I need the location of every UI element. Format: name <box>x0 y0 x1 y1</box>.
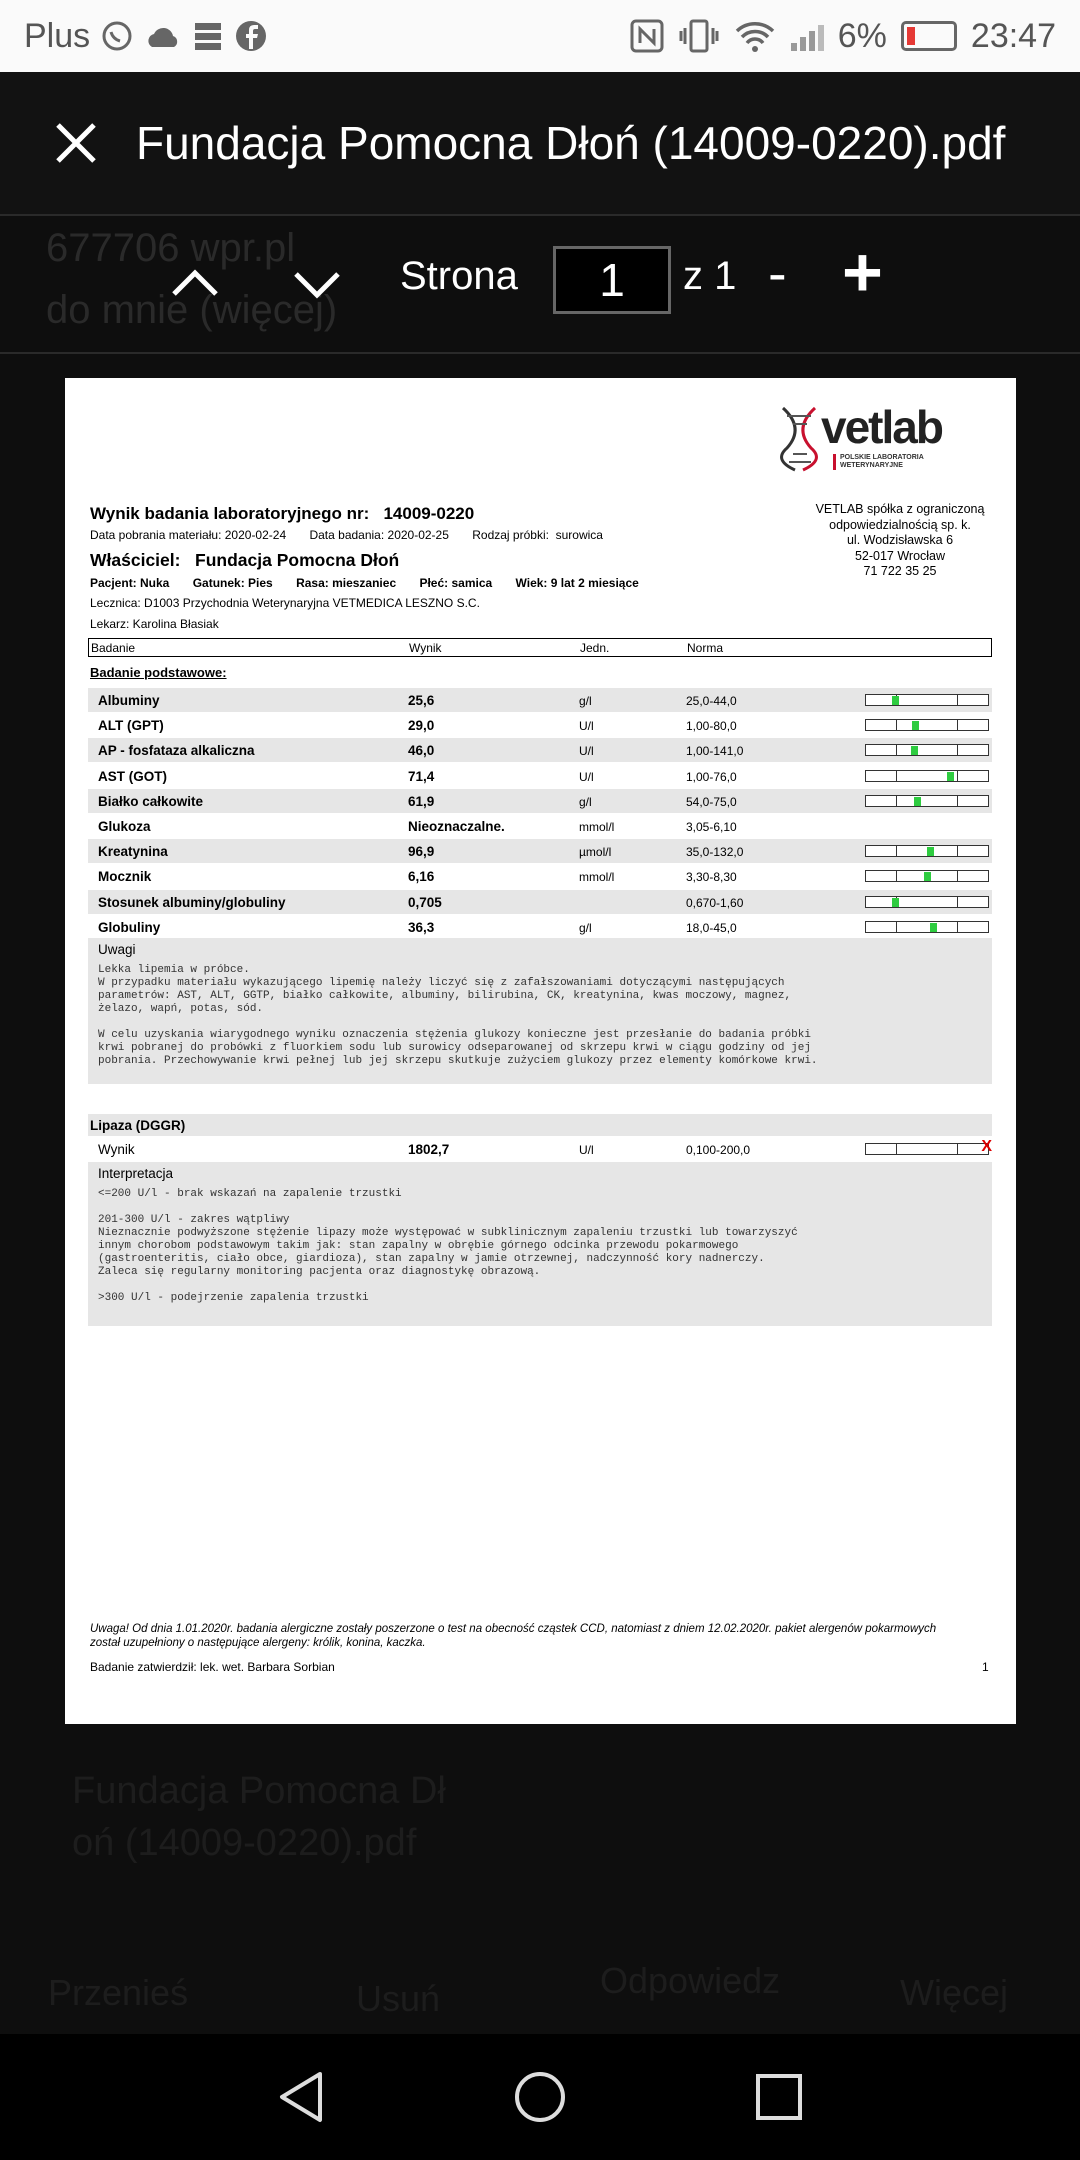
result-unit: U/l <box>579 744 594 759</box>
range-bar <box>865 744 989 756</box>
result-norm: 0,670-1,60 <box>686 895 744 910</box>
result-norm: 54,0-75,0 <box>686 794 737 809</box>
range-bar <box>865 719 989 731</box>
result-row <box>88 915 992 939</box>
background-attachment-name: Fundacja Pomocna Dł <box>72 1770 446 1812</box>
remarks-text: Lekka lipemia w próbce. W przypadku materiału wykazującego lipemię należy liczyć się z zafałszowaniami dotyczącymi następujących parametrów: AST, ALT, GGTP, białko całkowite, albuminy, bilirubina, CK, kreatynina, kwas moczowy, magnez, żelazo, wapń, potas, sód. W celu uzyskania wiarygodnego wyniku oznaczenia stężenia glukozy konieczne jest przesłanie do badania próbki krwi pobranej do probówki z fluorkiem sodu lub surowicy odseparowanej od skrzepu krwi w ciągu godziny od jej pobrania. Przechowywanie krwi pełnej lub jej skrzepu skutkuje zużyciem glukozy przez elementy komórkowe krwi. <box>98 964 818 1067</box>
chevron-down-icon <box>292 270 342 300</box>
result-name: AST (GOT) <box>98 768 167 784</box>
wifi-icon <box>733 19 777 53</box>
range-marker <box>927 847 934 856</box>
result-name: Glukoza <box>98 819 151 834</box>
range-bar <box>865 870 989 882</box>
back-button[interactable] <box>268 2064 334 2130</box>
close-button[interactable] <box>36 103 116 183</box>
previous-page-button[interactable] <box>150 238 240 328</box>
result-row <box>88 864 992 888</box>
sample-info: Data pobrania materiału: 2020-02-24 Data badania: 2020-02-25 Rodzaj próbki: surowica <box>90 528 603 542</box>
result-unit: g/l <box>579 920 592 935</box>
logo-tagline: POLSKIE LABORATORIA WETERYNARYJNE <box>833 454 924 470</box>
background-action-move: Przenieś <box>48 1972 189 2013</box>
owner-name: Właściciel: Fundacja Pomocna Dłoń <box>90 550 400 570</box>
lipase-section-header: Lipaza (DGGR) <box>88 1114 992 1136</box>
range-bar <box>865 921 989 933</box>
result-norm: 1,00-76,0 <box>686 769 737 784</box>
out-of-range-flag: X <box>981 1138 992 1155</box>
result-row <box>88 738 992 762</box>
range-marker <box>924 872 931 881</box>
result-unit: mmol/l <box>579 870 615 885</box>
result-val: 46,0 <box>408 743 435 759</box>
vet-info: Lekarz: Karolina Błasiak <box>90 617 219 631</box>
background-action-reply: Odpowiedz <box>600 1960 781 2001</box>
lipase-range-bar <box>865 1138 992 1155</box>
interpretation-box <box>88 1162 992 1326</box>
page-number: 1 <box>982 1660 989 1674</box>
result-name: AP - fosfataza alkaliczna <box>98 743 255 759</box>
result-norm: 3,30-8,30 <box>686 870 737 885</box>
viewer-header <box>0 72 1080 216</box>
range-bar <box>865 896 989 908</box>
battery-icon <box>901 21 957 51</box>
interpretation-title: Interpretacja <box>98 1166 174 1181</box>
vibrate-icon <box>679 18 719 54</box>
zoom-out-button[interactable]: - <box>768 241 787 304</box>
logo-wordmark: vetlab <box>821 401 942 453</box>
page-navigation-bar <box>0 218 1080 354</box>
result-unit: g/l <box>579 694 592 708</box>
remarks-box <box>88 938 992 1084</box>
range-bar <box>865 845 989 857</box>
result-unit: µmol/l <box>579 845 612 860</box>
section-basic-tests: Badanie podstawowe: <box>90 665 227 680</box>
result-name: Albuminy <box>98 693 160 708</box>
approved-by: Badanie zatwierdził: lek. wet. Barbara Sorbian <box>90 1660 335 1674</box>
home-icon <box>513 2070 567 2124</box>
result-row <box>88 839 992 863</box>
header-norm: Norma <box>687 641 724 655</box>
result-val: 25,6 <box>408 693 435 708</box>
results-table-header <box>88 638 992 657</box>
background-action-delete: Usuń <box>356 1978 441 2019</box>
header-result: Wynik <box>409 641 442 655</box>
result-val: 71,4 <box>408 768 435 784</box>
zoom-in-button[interactable]: + <box>842 233 883 311</box>
background-sender-text: 677706 wpr.pl <box>46 226 296 270</box>
remarks-title: Uwagi <box>98 942 136 957</box>
recents-icon <box>754 2072 804 2122</box>
result-unit: g/l <box>579 794 592 809</box>
result-norm: 18,0-45,0 <box>686 920 737 935</box>
system-navigation-bar <box>0 2034 1080 2160</box>
result-name: Mocznik <box>98 869 152 885</box>
page-total-label: z 1 <box>683 254 737 298</box>
result-name: Stosunek albuminy/globuliny <box>98 894 286 910</box>
background-recipient-text: do mnie (więcej) <box>46 288 338 332</box>
range-marker <box>911 746 918 755</box>
result-row <box>88 890 992 914</box>
result-norm: 25,0-44,0 <box>686 694 737 708</box>
recents-button[interactable] <box>746 2064 812 2130</box>
range-marker <box>892 696 899 705</box>
facebook-icon <box>234 19 268 53</box>
result-unit: U/l <box>579 719 594 734</box>
result-unit: U/l <box>579 769 594 784</box>
chevron-up-icon <box>170 268 220 298</box>
signal-icon <box>791 21 824 51</box>
result-val: Nieoznaczalne. <box>408 819 505 834</box>
whatsapp-icon <box>100 19 134 53</box>
result-norm: 3,05-6,10 <box>686 820 737 834</box>
result-row <box>88 688 992 712</box>
result-val: 6,16 <box>408 869 435 885</box>
close-icon <box>52 119 100 167</box>
page-label: Strona <box>400 254 518 298</box>
result-name: Kreatynina <box>98 844 168 860</box>
result-row <box>88 789 992 813</box>
range-marker <box>914 797 921 806</box>
result-val: 0,705 <box>408 894 442 910</box>
document-filename: Fundacja Pomocna Dłoń (14009-0220).pdf <box>136 117 1006 169</box>
result-norm: 1,00-141,0 <box>686 744 744 759</box>
next-page-button[interactable] <box>272 240 362 330</box>
result-row <box>88 764 992 788</box>
home-button[interactable] <box>507 2064 573 2130</box>
result-row <box>88 713 992 737</box>
result-val: 29,0 <box>408 718 435 734</box>
company-address: VETLAB spółka z ograniczoną odpowiedzialnością sp. k. ul. Wodzisławska 6 52-017 Wrocław 71 722 35 25 <box>815 502 985 578</box>
result-name: ALT (GPT) <box>98 718 164 734</box>
range-bar <box>865 694 989 706</box>
cloud-icon <box>144 21 182 51</box>
lipase-result-row: Wynik 1802,7 U/l 0,100-200,0 X <box>98 1138 992 1157</box>
page-number-input[interactable] <box>553 246 671 314</box>
range-marker <box>947 772 954 781</box>
clinic-info: Lecznica: D1003 Przychodnia Weterynaryjna VETMEDICA LESZNO S.C. <box>90 596 480 610</box>
result-row <box>88 814 992 838</box>
result-norm: 35,0-132,0 <box>686 845 744 860</box>
status-bar <box>0 0 1080 72</box>
result-norm: 1,00-80,0 <box>686 719 737 734</box>
background-attachment-name-cont: oń (14009-0220).pdf <box>72 1822 417 1864</box>
allergy-note: Uwaga! Od dnia 1.01.2020r. badania alergiczne zostały poszerzone o test na obecność cząstek CCD, natomiast z dniem 12.02.2020r. pakiet alergenów pokarmowych został uzupełniony o następujące alergeny: królik, konina, kaczka. <box>90 1623 937 1649</box>
result-val: 36,3 <box>408 919 435 935</box>
result-val: 96,9 <box>408 844 435 860</box>
result-name: Globuliny <box>98 919 161 935</box>
background-action-more: Więcej <box>900 1972 1009 2013</box>
nfc-icon <box>629 18 665 54</box>
clock: 23:47 <box>970 16 1056 55</box>
storage-icon <box>192 20 224 52</box>
range-marker <box>912 721 919 730</box>
header-test: Badanie <box>91 641 136 655</box>
interpretation-text: <=200 U/l - brak wskazań na zapalenie trzustki 201-300 U/l - zakres wątpliwy Nieznacznie podwyższone stężenie lipazy może występować w subklinicznym zapaleniu trzustki lub towarzyszyć innym chorobom podstawowym takim jak: stan zapalny w obrębie górnego odcinka przewodu pokarmowego (gastroenteritis, ciało obce, giardioza), stan zapalny w jamie otrzewnej, nadczynność kory nadnerczy. Zaleca się regularny monitoring pacjenta oraz diagnostykę obrazową. >300 U/l - podejrzenie zapalenia trzustki <box>98 1188 798 1304</box>
report-title: Wynik badania laboratoryjnego nr: 14009-0220 <box>90 504 475 523</box>
header-unit: Jedn. <box>580 641 610 655</box>
range-bar <box>865 795 989 807</box>
patient-info: Pacjent: Nuka Gatunek: Pies Rasa: mieszaniec Płeć: samica Wiek: 9 lat 2 miesiące <box>90 576 639 590</box>
range-marker <box>930 923 937 932</box>
result-val: 61,9 <box>408 793 435 809</box>
back-icon <box>276 2070 326 2124</box>
vetlab-logo <box>775 398 975 478</box>
result-name: Białko całkowite <box>98 793 204 809</box>
battery-percent: 6% <box>837 16 887 55</box>
range-marker <box>892 898 899 907</box>
carrier-label: Plus <box>24 16 91 55</box>
pdf-page <box>65 378 1016 1724</box>
range-bar <box>865 770 989 782</box>
result-unit: mmol/l <box>579 820 615 834</box>
